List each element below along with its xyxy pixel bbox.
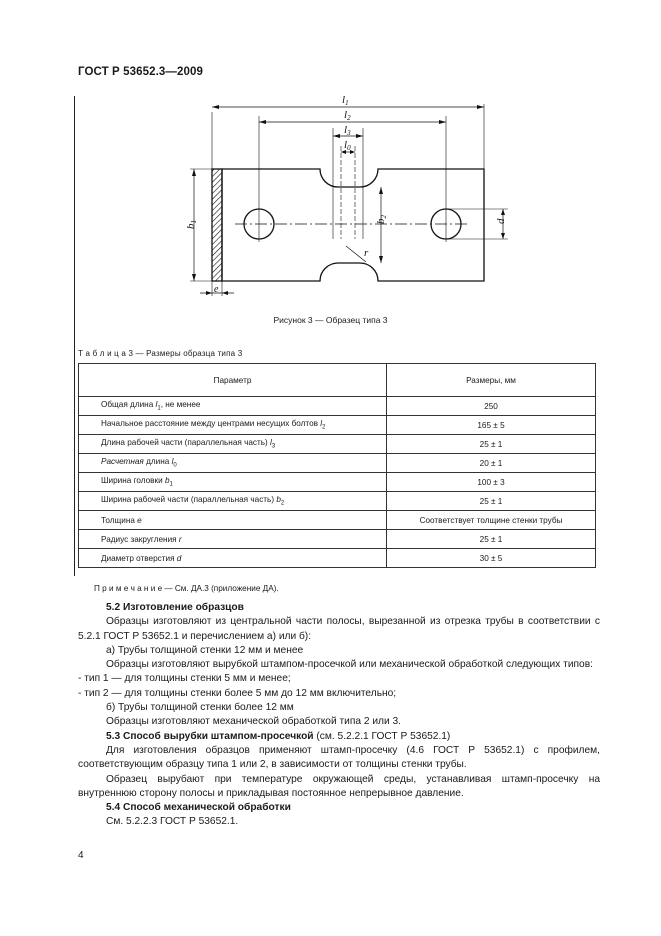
- param-name-cell: Длина рабочей части (параллельная часть) $l_3$: [79, 435, 387, 454]
- section-5-4-title: 5.4 Способ механической обработки: [106, 802, 291, 814]
- r-leader-line: [346, 246, 366, 262]
- table-row: [79, 549, 596, 568]
- label-r: r: [364, 247, 369, 259]
- table-row: [79, 511, 596, 530]
- thickness-strip: [212, 169, 222, 281]
- param-name-cell: Толщина e: [79, 511, 387, 530]
- section-5-2-paragraph-2: Образцы изготовляют вырубкой штампом-просечкой или механической обработкой следующих типов:: [106, 659, 593, 671]
- document-code-header: ГОСТ Р 53652.3—2009: [78, 66, 203, 78]
- param-name-cell: Ширина головки $b_1$: [79, 473, 387, 492]
- section-5-4-paragraph-1: См. 5.2.2.3 ГОСТ Р 53652.1.: [106, 816, 239, 828]
- param-name-cell: Общая длина $l_1$, не менее: [79, 397, 387, 416]
- header-param: Параметр: [79, 364, 387, 397]
- section-5-3-title: 5.3 Способ вырубки штампом-просечкой: [106, 730, 314, 742]
- table-header-row: [79, 364, 596, 397]
- label-l3: l3: [344, 124, 351, 137]
- table-note: П р и м е ч а н и е — См. ДА.3 (приложение ДА).: [94, 584, 279, 593]
- table-row: [79, 416, 596, 435]
- body-text: [78, 601, 600, 830]
- table-row: [79, 397, 596, 416]
- param-value-cell: 30 ± 5: [387, 549, 596, 568]
- param-name-cell: Радиус закругления r: [79, 530, 387, 549]
- section-5-3-paragraph-1: Для изготовления образцов применяют штамп-просечку (4.6 ГОСТ Р 53652.1) с профилем, соответствующим образцу типа 1 или 2, в зависимости от толщины стенки трубы.: [78, 744, 600, 771]
- param-name-cell: Начальное расстояние между центрами несущих болтов $l_2$: [79, 416, 387, 435]
- label-d: d: [495, 218, 507, 224]
- param-value-cell: 100 ± 3: [387, 473, 596, 492]
- label-l0: l0: [344, 139, 351, 152]
- header-size: Размеры, мм: [387, 364, 596, 397]
- label-b2: b2: [375, 215, 388, 224]
- param-value-cell: 25 ± 1: [387, 492, 596, 511]
- specimen-type3-drawing: [180, 84, 520, 309]
- table-title: Т а б л и ц а 3 — Размеры образца типа 3: [78, 349, 243, 358]
- table-row: [79, 435, 596, 454]
- section-5-2-type2: - тип 2 — для толщины стенки более 5 мм до 12 мм включительно;: [78, 687, 397, 699]
- section-5-2-title: 5.2 Изготовление образцов: [106, 602, 244, 613]
- section-5-3-paragraph-2: Образец вырубают при температуре окружающей среды, устанавливая штамп-просечку на внутреннюю сторону полосы и прикладывая постоянное непрерывное давление.: [78, 773, 600, 799]
- section-5-2-paragraph-3: Образцы изготовляют механической обработкой типа 2 или 3.: [106, 716, 401, 728]
- table-row: [79, 454, 596, 473]
- table-row: [79, 492, 596, 511]
- table-row: [79, 530, 596, 549]
- param-value-cell: 165 ± 5: [387, 416, 596, 435]
- figure-caption: Рисунок 3 — Образец типа 3: [273, 315, 388, 325]
- section-5-2-type1: - тип 1 — для толщины стенки 5 мм и менее;: [78, 673, 291, 685]
- param-value-cell: 25 ± 1: [387, 530, 596, 549]
- param-value-cell: 250: [387, 397, 596, 416]
- margin-change-bar: [74, 96, 75, 576]
- section-5-2-item-b: б) Трубы толщиной стенки более 12 мм: [106, 702, 294, 714]
- label-l2: l2: [344, 109, 351, 122]
- param-value-cell: 25 ± 1: [387, 435, 596, 454]
- param-name-cell: Ширина рабочей части (параллельная часть) $b_2$: [79, 492, 387, 511]
- param-value-cell: 20 ± 1: [387, 454, 596, 473]
- label-e: e: [214, 284, 219, 295]
- param-name-cell: Диаметр отверстия d: [79, 549, 387, 568]
- label-b1: b1: [185, 220, 198, 229]
- section-5-2-paragraph-1: Образцы изготовляют из центральной части полосы, вырезанной из отрезка трубы в соответствии с 5.2.1 ГОСТ Р 53652.1 и перечислением а) или б):: [78, 616, 600, 642]
- param-value-cell: Соответствует толщине стенки трубы: [387, 511, 596, 530]
- section-5-3-reference: (см. 5.2.2.1 ГОСТ Р 53652.1): [313, 730, 451, 742]
- param-name-cell: Расчетная длина $l_0$: [79, 454, 387, 473]
- specimen-dimensions-table: [78, 363, 596, 568]
- table-body: [79, 397, 596, 568]
- section-5-2-item-a: а) Трубы толщиной стенки 12 мм и менее: [106, 644, 304, 656]
- page-number: 4: [78, 850, 84, 861]
- specimen-outline: [222, 169, 484, 281]
- table-row: [79, 473, 596, 492]
- label-l1: l1: [342, 94, 349, 107]
